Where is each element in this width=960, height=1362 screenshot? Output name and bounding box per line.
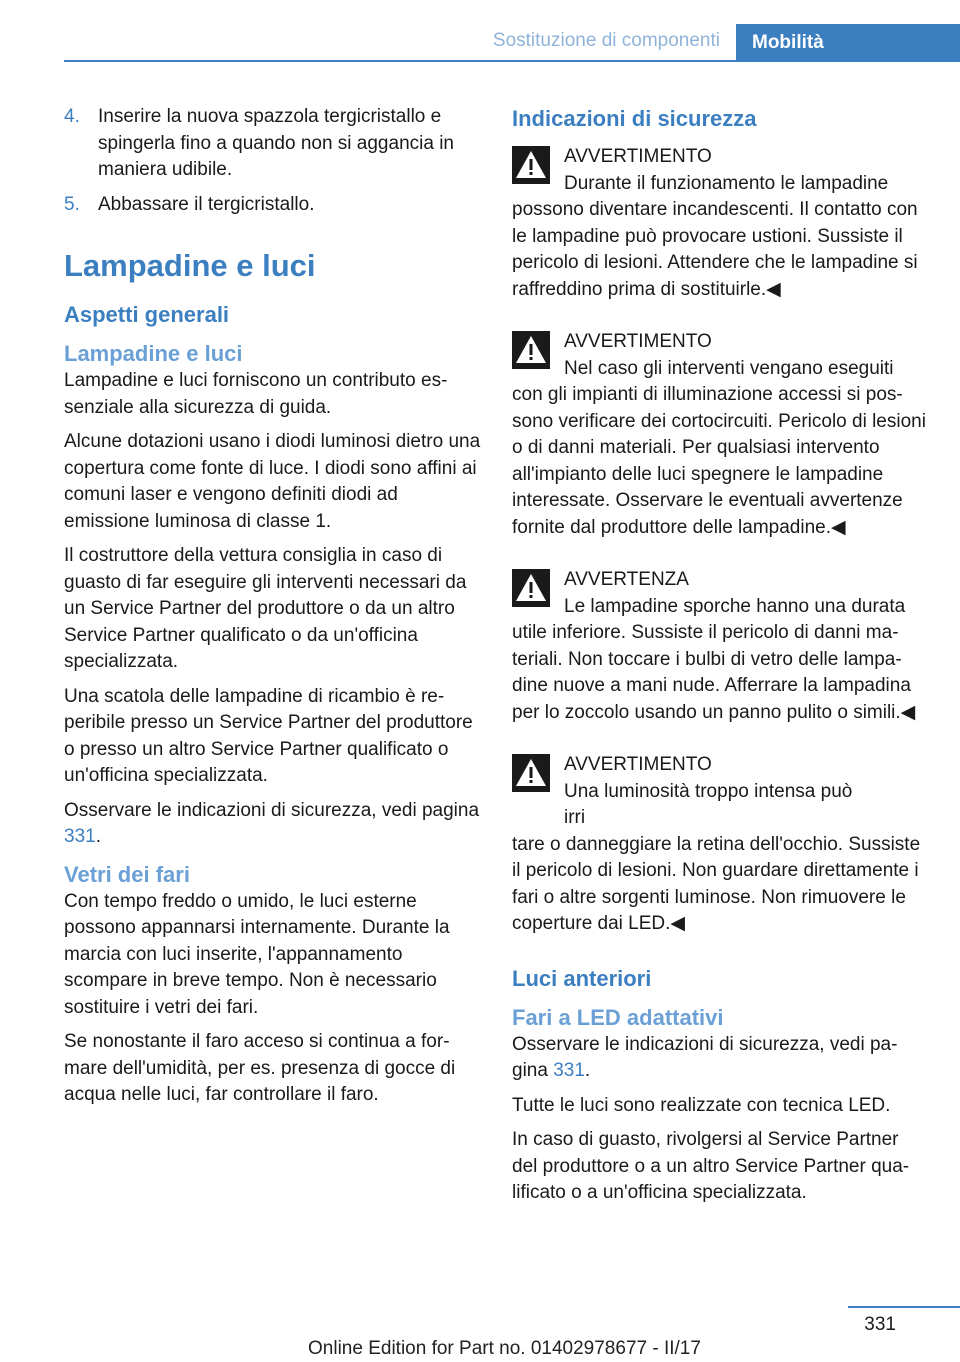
warning-first-line: Una luminosità troppo intensa può irri (564, 780, 853, 828)
warning-triangle-icon (512, 331, 550, 369)
paragraph: Il costruttore della vettura consiglia in caso di guasto di far eseguire gli interventi necessari da un Service Partner del produttore o da un altro Service Partner qualificato o da un'officina specializzata. (64, 545, 467, 672)
warning-box (512, 144, 927, 303)
edition-label: Online Edition for Part no. 01402978677 - II/17 (308, 1338, 701, 1359)
reference-end: . (95, 826, 101, 847)
warning-title: AVVERTIMENTO (564, 146, 712, 167)
warning-first-line: Durante il funzionamento le lampadine (564, 172, 889, 194)
reference-text: Osservare le indicazioni di sicurezza, vedi pagina (64, 799, 480, 821)
reference-end: . (584, 1060, 591, 1081)
safety-reference (512, 1032, 927, 1085)
page-number: 331 (864, 1314, 896, 1335)
paragraph: Tutte le luci sono realizzate con tecnica LED. (512, 1094, 891, 1116)
section-heading: Luci anteriori (512, 965, 652, 991)
warning-text: con gli impianti di illuminazione accessi si possono verificare dei cortocircuiti. Pericolo di lesioni o di danni materiali. Per qualsiasi intervento all'impianto delle luci spegnere le lampadine interessate. Osservare le eventuali avvertenze fornite dal produttore delle lampadine.◀ (512, 384, 926, 538)
warning-text: utile inferiore. Sussiste il pericolo di danni materiali. Non toccare i bulbi di vetro delle lampadine nuove a mani nude. Afferrare la lampadina per lo zoccolo usando un panno pulito o simili.◀ (512, 622, 916, 723)
page-footer (0, 1306, 960, 1362)
section-heading: Indicazioni di sicurezza (512, 106, 757, 131)
warning-text: possono diventare incandescenti. Il contatto con le lampadine può provocare ustioni. Sussiste il pericolo di lesioni. Attendere che le lampadine si raffreddino prima di sostituirle.◀ (512, 199, 918, 300)
warning-box (512, 329, 927, 541)
step-5 (64, 192, 482, 219)
page-link[interactable]: 331 (553, 1060, 585, 1081)
header-chapter-tab: Mobilità (736, 24, 960, 62)
warning-triangle-icon (512, 146, 550, 184)
safety-reference (64, 798, 482, 851)
right-column (512, 104, 927, 1215)
paragraph: Lampadine e luci forniscono un contributo essenziale alla sicurezza di guida. (64, 370, 448, 418)
paragraph: Se nonostante il faro acceso si continua a formare dell'umidità, per es. presenza di gocce di acqua nelle luci, far controllare il faro. (64, 1031, 456, 1105)
step-text: Inserire la nuova spazzola tergicristallo e spingerla fino a quando non si aggancia in maniera udibile. (98, 106, 454, 180)
section-heading: Aspetti generali (64, 302, 230, 327)
footer-rule (848, 1306, 960, 1308)
warning-first-line: Le lampadine sporche hanno una durata (564, 595, 906, 617)
warning-first-line: Nel caso gli interventi vengano eseguiti (564, 357, 894, 379)
paragraph: Con tempo freddo o umido, le luci esterne possono appannarsi internamente. Durante la marcia con luci inserite, l'appannamento scompare in breve tempo. Non è necessario sostituire i vetri dei fari. (64, 890, 450, 1018)
step-text: Abbassare il tergicristallo. (98, 193, 315, 215)
step-number: 5. (64, 193, 80, 215)
subsection-heading: Fari a LED adattativi (512, 1004, 724, 1030)
warning-text: tare o danneggiare la retina dell'occhio. Sussiste il pericolo di lesioni. Non guardare direttamente i fari o altre sorgenti luminose. Non rimuovere le coperture dai LED.◀ (512, 833, 921, 934)
page-link[interactable]: 331 (64, 826, 96, 847)
warning-triangle-icon (512, 569, 550, 607)
paragraph: Una scatola delle lampadine di ricambio è reperibile presso un Service Partner del produttore o presso un altro Service Partner qualificato o un'officina specializzata. (64, 685, 473, 786)
warning-triangle-icon (512, 754, 550, 792)
warning-box (512, 567, 927, 726)
paragraph: Alcune dotazioni usano i diodi luminosi dietro una copertura come fonte di luce. I diodi sono affini ai comuni laser e vengono definiti diodi ad emissione luminosa di classe 1. (64, 431, 481, 532)
paragraph: In caso di guasto, rivolgersi al Service Partner del produttore o a un altro Service Partner qualificato o a un'officina specializzata. (512, 1129, 910, 1203)
subsection-heading: Vetri dei fari (64, 861, 190, 887)
header-section-title: Sostituzione di componenti (492, 30, 720, 51)
step-4 (64, 104, 482, 184)
warning-box (512, 752, 927, 938)
warning-title: AVVERTIMENTO (564, 754, 712, 775)
left-column (64, 104, 482, 1117)
subsection-heading: Lampadine e luci (64, 341, 243, 366)
step-number: 4. (64, 106, 80, 127)
reference-text: Osservare le indicazioni di sicurezza, vedi pagina (512, 1033, 898, 1081)
warning-title: AVVERTENZA (564, 569, 689, 590)
chapter-heading: Lampadine e luci (64, 248, 316, 283)
warning-title: AVVERTIMENTO (564, 331, 712, 352)
page-header (0, 24, 960, 62)
